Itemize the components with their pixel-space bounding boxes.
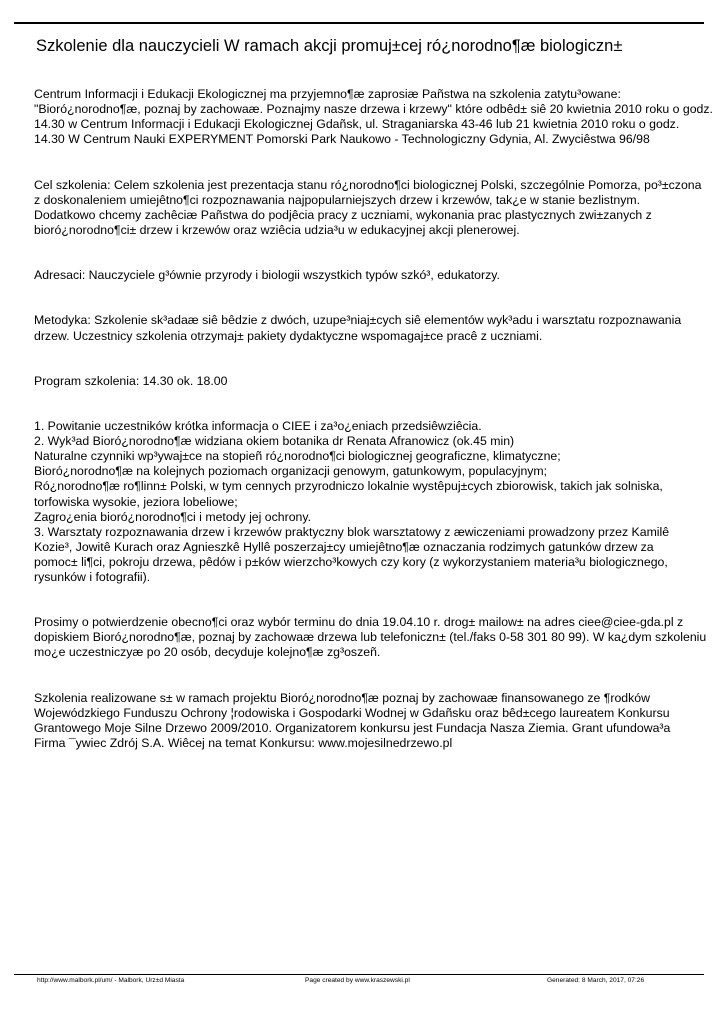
footer-credit: Page created by www.kraszewski.pl [305, 977, 410, 984]
top-divider [14, 22, 704, 24]
funding-paragraph: Szkolenia realizowane s± w ramach projektu Bioró¿norodno¶æ poznaj by zachowaæ finansowanego ze ¶rodków Wojewódzkiego Funduszu Ochrony ¦rodowiska i Gospodarki Wodnej w Gdañsku oraz bêd±cego laureatem Konkursu Grantowego Moje Silne Drzewo 2009/2010. Organizatorem konkursu jest Fundacja Nasza Ziemia. Grant ufundowa³a Firma ¯ywiec Zdrój S.A. Wiêcej na temat Konkursu: www.mojesilnedrzewo.pl [34, 690, 671, 751]
method-paragraph: Metodyka: Szkolenie sk³adaæ siê bêdzie z dwóch, uzupe³niaj±cych siê elementów wyk³adu i warsztatu rozpoznawania drzew. Uczestnicy szkolenia otrzymaj± pakiety dydaktyczne wspomagaj±ce pracê z uczniami. [34, 313, 682, 343]
audience-paragraph: Adresaci: Nauczyciele g³ównie przyrody i biologii wszystkich typów szkó³, edukatorzy. [34, 268, 500, 283]
program-time-paragraph: Program szkolenia: 14.30 ok. 18.00 [34, 373, 228, 388]
goal-paragraph: Cel szkolenia: Celem szkolenia jest prezentacja stanu ró¿norodno¶ci biologicznej Polski, szczególnie Pomorza, po³±czona z doskonaleniem umiejêtno¶ci rozpoznawania najpopularniejszych drzew i krzewów, tak¿e w stanie bezlistnym. Dodatkowo chcemy zachêciæ Pañstwa do podjêcia pracy z uczniami, wykonania prac plastycznych zwi±zanych z bioró¿norodno¶ci± drzew i krzewów oraz wziêcia udzia³u w edukacyjnej akcji plenerowej. [34, 177, 702, 237]
registration-paragraph: Prosimy o potwierdzenie obecno¶ci oraz wybór terminu do dnia 19.04.10 r. drog± mailow± na adres ciee@ciee-gda.pl z dopiskiem Bioró¿norodno¶æ, poznaj by zachowaæ drzewa lub telefoniczn± (tel./faks 0-58 301 80 99). W ka¿dym szkoleniu mo¿e uczestniczyæ po 20 osób, decyduje kolejno¶æ zg³oszeñ. [34, 615, 707, 660]
footer-generated-date: Generated: 8 March, 2017, 07:26 [547, 977, 645, 984]
document-body [34, 87, 718, 751]
footer-divider [14, 974, 704, 975]
page-title: Szkolenie dla nauczycieli W ramach akcji promuj±cej ró¿norodno¶æ biologiczn± [36, 37, 623, 55]
program-list: 1. Powitanie uczestników krótka informacja o CIEE i za³o¿eniach przedsiêwziêcia. 2. Wyk³ad Bioró¿norodno¶æ widziana okiem botanika dr Renata Afranowicz (ok.45 min) Naturalne czynniki wp³ywaj±ce na stopieñ ró¿norodno¶ci biologicznej geograficzne, klimatyczne; Bioró¿norodno¶æ na kolejnych poziomach organizacji genowym, gatunkowym, populacyjnym; Ró¿norodno¶æ ro¶linn± Polski, w tym cennych przyrodniczo lokalnie wystêpuj±cych zbiorowisk, takich jak solniska, torfowiska wysokie, jeziora lobeliowe; Zagro¿enia bioró¿norodno¶ci i metody jej ochrony. 3. Warsztaty rozpoznawania drzew i krzewów praktyczny blok warsztatowy z æwiczeniami prowadzony przez Kamilê Kozie³, Jowitê Kurach oraz Agnieszkê Hyllê poszerzaj±cy umiejêtno¶æ oznaczania rodzimych gatunków drzew za pomoc± li¶ci, pokroju drzewa, pêdów i p±ków wierzcho³kowych czy kory (z wykorzystaniem materia³u biologicznego, rysunków i fotografii). [34, 419, 670, 584]
intro-paragraph: Centrum Informacji i Edukacji Ekologicznej ma przyjemno¶æ zaprosiæ Pañstwa na szkolenia zatytu³owane: "Bioró¿norodno¶æ, poznaj by zachowaæ. Poznajmy nasze drzewa i krzewy" które odbêd± siê 20 kwietnia 2010 roku o godz. 14.30 w Centrum Informacji i Edukacji Ekologicznej Gdañsk, ul. Straganiarska 43-46 lub 21 kwietnia 2010 roku o godz. 14.30 W Centrum Nauki EXPERYMENT Pomorski Park Naukowo - Technologiczny Gdynia, Al. Zwyciêstwa 96/98 [34, 87, 713, 147]
footer-source-link[interactable]: http://www.malbork.pl/um/ - Malbork, Urz±d Miasta [37, 977, 185, 984]
